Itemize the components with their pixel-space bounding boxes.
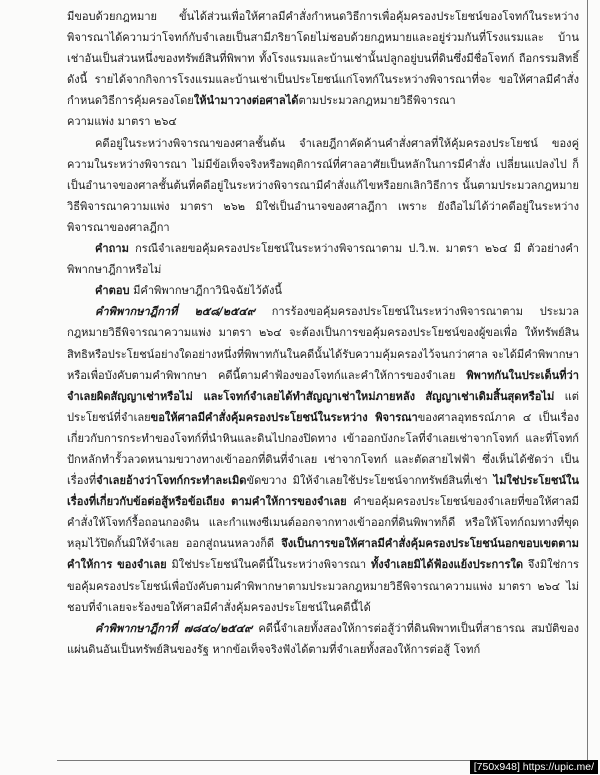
text-line: การร้องขอคุ้มครองประโยชน์ในระหว่างพิจารณาตาม xyxy=(271,305,524,319)
text-line: ยังถือไม่ได้ว่าคดีอยู่ในระหว่างพิจารณาของศาลฎีกา xyxy=(67,199,579,234)
text-line: ออกสู่ถนนหลวงก็ดี xyxy=(185,537,282,551)
text-line: เช่าจากโจทก์ และตัดสายไฟฟ้า ซึ่งเห็นได้ชัดว่า เป็นเรื่องที่ xyxy=(67,452,579,488)
case-paragraph-1 xyxy=(67,301,579,617)
text-line: แต่ประโยชน์ที่จำเลย xyxy=(67,389,580,424)
case-paragraph-2 xyxy=(67,618,579,660)
emphasis-text: ขอให้ศาลมีคำสั่งคุ้มครองประโยชน์ในระหว่าง xyxy=(150,410,368,424)
emphasis-text: ให้นำมาวางต่อศาลได้ xyxy=(193,94,299,108)
question-tail: ตัวอย่างคำพิพากษาฎีกาหรือไม่ xyxy=(67,242,580,277)
emphasis-text: พิจารณา xyxy=(375,410,418,424)
case-title: คำพิพากษาฎีกาที่ ๒๕๘/๒๕๔๙ xyxy=(95,305,256,319)
text-line: จึงมิใช่การขอคุ้มครองประโยชน์เพื่อบังคับตามคำพิพากษาตามประมวลกฎหมายวิธีพิจารณาความแพ่ง xyxy=(67,558,580,593)
text-line: พิจารณาได้ความว่าโจทก์กับจำเลยเป็นสามีภริยาโดยไม่ชอบด้วยกฎหมายและอยู่ร่วมกันที่โรงแรมและ xyxy=(67,31,544,45)
emphasis-text: ของจำเลย xyxy=(117,558,167,572)
case-title: คำพิพากษาฎีกาที่ ๗๘๔๐/๒๕๔๙ xyxy=(95,621,253,635)
watermark-label: [750x948] https://upic.me/ xyxy=(470,760,598,774)
text-line: ถือกรรมสิทธิ์ ดังนี้ รายได้จากกิจการโรงแรมและบ้านเช่าเป็นประโยชน์แก่โจทก์ในระหว่างพิจารณาที่จะ xyxy=(67,52,580,87)
text-line: ของศาลอุทธรณ์ภาค ๔ เป็นเรื่องเกี่ยวกับการกระทำของโจทก์ที่นำหินและดินไปกองปิดทาง xyxy=(67,410,580,445)
emphasis-text: จึงเป็นการขอให้ศาลมีคำสั่งคุ้มครองประโยชน์นอกขอบเขตตามคำให้การ xyxy=(67,537,579,572)
text-line: คดีนี้จำเลยทั้งสองให้การต่อสู้ว่าที่ดินพิพาทเป็นที่สาธารณ xyxy=(258,621,525,635)
text-line: คำขอคุ้มครองประโยชน์ของจำเลยที่ขอให้ศาลมีคำสั่งให้โจทก์รื้อถอนกองดิน xyxy=(67,495,579,530)
text-line: มีขอบด้วยกฎหมาย ขั้นได้ส่วนเพื่อให้ศาลมีคำสั่งกำหนดวิธีการเพื่อคุ้มครองประโยชน์ของโจทก์ในระหว่าง xyxy=(67,10,579,23)
text-line: มิใช่ประโยชน์ในคดีนี้ในระหว่างพิจารณา xyxy=(171,558,371,572)
text-line: ขอให้ศาลมีคำสั่งกำหนดวิธีการคุ้มครองโดย xyxy=(67,73,579,108)
text-line: มิให้จำเลยใช้ประโยชน์จากทรัพย์สินที่เช่า xyxy=(292,474,494,488)
text-line: เปลี่ยนแปลงไป ก็เป็นอำนาจของศาลชั้นต้นที่คดีอยู่ในระหว่างพิจารณามีคำสั่งแก้ไขหรือยกเลิกวิธีการ xyxy=(67,157,579,192)
text-line: ของคู่ความในระหว่างพิจารณา ไม่มีข้อเท็จจริงหรือพฤติการณ์ที่ศาลอาศัยเป็นหลักในการมีคำสั่ง xyxy=(67,136,580,171)
emphasis-text: พิพาทกันในประเด็นที่ว่าจำเลยผิดสัญญาเช่าหรือไม่ และโจทก์จำเลยได้ทำสัญญาเช่าใหม่ภายหลัง xyxy=(67,368,579,403)
text-line: และกำแพงซีเมนต์ออกจากทางเข้าออกที่ดินพิพาทก็ดี หรือให้โจทก์ถมทางที่ขุดหลุมไว้ปิดกั้นมิให้จำเลย xyxy=(67,516,579,551)
answer-label: คำตอบ xyxy=(95,284,130,298)
text-line: มาตรา ๒๖๔ ไม่ชอบที่จำเลยจะร้องขอให้ศาลมีคำสั่งคุ้มครองประโยชน์ในคดีนี้ได้ xyxy=(67,579,579,614)
question-label: คำถาม xyxy=(95,242,129,256)
text-line: จะได้มีคำพิพากษาหรือเพื่อบังคับตามคำพิพากษา คดีนี้ตามคำฟ้องของโจทก์และคำให้การของจำเลย xyxy=(67,347,579,382)
answer-text: มีคำพิพากษาฎีกาวินิจฉัยไว้ดังนี้ xyxy=(133,284,282,298)
question-text: กรณีจำเลยขอคุ้มครองประโยชน์ในระหว่างพิจารณาตาม ป.วิ.พ. มาตรา ๒๖๔ มี xyxy=(135,242,521,256)
emphasis-text: ไม่ใช่ประโยชน์ในเรื่องที่เกี่ยวกับข้อต่อสู้หรือข้อเถียง xyxy=(67,474,579,509)
text-line: นั้นตามประมวลกฎหมายวิธีพิจารณาความแพ่ง มาตรา ๒๖๒ มิใช่เป็นอำนาจของศาลฎีกา เพราะ xyxy=(67,178,579,213)
answer-paragraph xyxy=(67,280,579,301)
text-line: ความแพ่ง มาตรา ๒๖๔ xyxy=(67,115,177,129)
text-line: คดีอยู่ในระหว่างพิจารณาของศาลชั้นต้น จำเลยฎีกาคัดค้านคำสั่งศาลที่ให้คุ้มครองประโยชน์ xyxy=(95,136,538,150)
emphasis-text: สัญญาเช่าเดิมสิ้นสุดหรือไม่ xyxy=(425,389,555,403)
text-line: บ้านเช่าอันเป็นส่วนหนึ่งของทรัพย์สินที่พิพาท ทั้งโรงแรมและบ้านเช่านั้นปลูกอยู่บนที่ดินซึ่งมีชื่อโจทก์ xyxy=(67,31,579,66)
document-body xyxy=(67,6,579,660)
emphasis-text: จำเลยอ้างว่าโจทก์กระทำละเมิด xyxy=(96,474,247,488)
paragraph-1 xyxy=(67,6,579,133)
text-line: สมบัติของแผ่นดินอันเป็นทรัพย์สินของรัฐ หากข้อเท็จจริงฟังได้ตามที่จำเลยทั้งสองให้การต่อสู้ โจทก์ xyxy=(67,621,580,656)
emphasis-text: ตามคำให้การของจำเลย xyxy=(231,495,347,509)
text-line: เข้าออกบังกะโลที่จำเลยเช่าจากโจทก์ และที่โจทก์ปักหลักทำรั้วลวดหนามขวางทางเข้าออกที่ดินที่จำเลย xyxy=(67,431,579,466)
text-line: ตามประมวลกฎหมายวิธีพิจารณา xyxy=(298,94,456,108)
paragraph-2 xyxy=(67,133,579,238)
emphasis-text: ทั้งจำเลยมิได้ฟ้องแย้งประการใด xyxy=(370,558,524,572)
text-line: ประมวลกฎหมายวิธีพิจารณาความแพ่ง มาตรา ๒๖๔ จะต้องเป็นการขอคุ้มครองประโยชน์ของผู้ขอเพื่อ xyxy=(67,305,580,340)
question-paragraph xyxy=(67,238,579,280)
text-line: ให้ทรัพย์สิน สิทธิหรือประโยชน์อย่างใดอย่างหนึ่งที่พิพาทกันในคดีนั้นได้รับความคุ้มครองไว้จนกว่าศาล xyxy=(67,326,579,361)
text-line: ขัดขวาง xyxy=(246,474,287,488)
